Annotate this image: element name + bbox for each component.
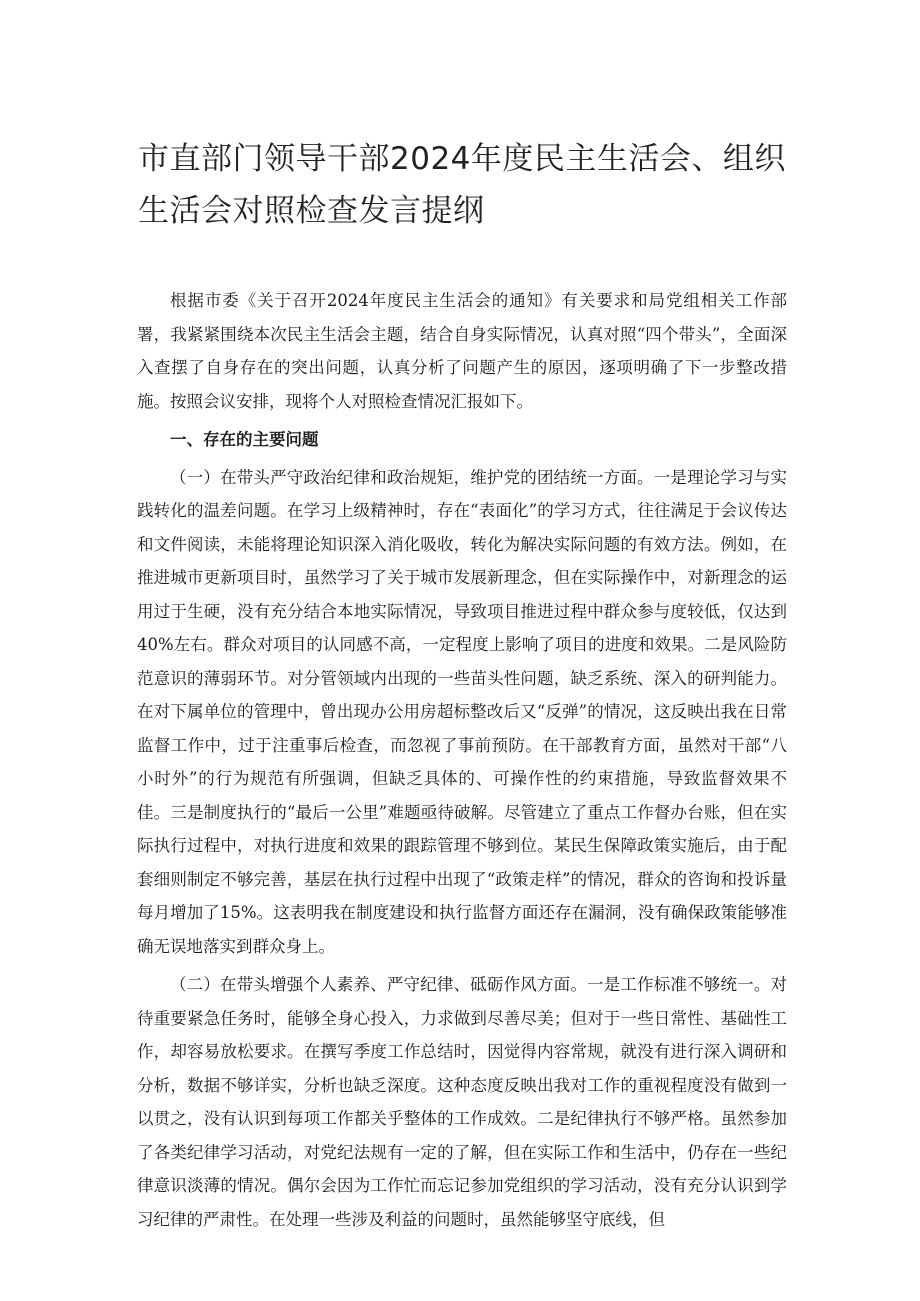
section-heading: 一、存在的主要问题 — [170, 430, 319, 449]
document-body — [137, 284, 787, 1241]
intro-paragraph: 根据市委《关于召开2024年度民主生活会的通知》有关要求和局党组相关工作部署，我紧紧围绕本次民主生活会主题，结合自身实际情况，认真对照“四个带头”，全面深入查摆了自身存在的突出问题，认真分析了问题产生的原因，逐项明确了下一步整改措施。按照会议安排，现将个人对照检查情况汇报如下。 — [137, 291, 787, 411]
document-title: 市直部门领导干部2024年度民主生活会、组织生活会对照检查发言提纲 — [138, 141, 786, 229]
body-paragraph-2: （二）在带头增强个人素养、严守纪律、砥砺作风方面。一是工作标准不够统一。对待重要紧急任务时，能够全身心投入，力求做到尽善尽美；但对于一些日常性、基础性工作，却容易放松要求。在撰写季度工作总结时，因觉得内容常规，就没有进行深入调研和分析，数据不够详实，分析也缺乏深度。这种态度反映出我对工作的重视程度没有做到一以贯之，没有认识到每项工作都关乎整体的工作成效。二是纪律执行不够严格。虽然参加了各类纪律学习活动，对党纪法规有一定的了解，但在实际工作和生活中，仍存在一些纪律意识淡薄的情况。偶尔会因为工作忙而忘记参加党组织的学习活动，没有充分认识到学习纪律的严肃性。在处理一些涉及利益的问题时，虽然能够坚守底线，但 — [137, 975, 787, 1229]
body-paragraph-1: （一）在带头严守政治纪律和政治规矩，维护党的团结统一方面。一是理论学习与实践转化的温差问题。在学习上级精神时，存在“表面化”的学习方式，往往满足于会议传达和文件阅读，未能将理论知识深入消化吸收，转化为解决实际问题的有效方法。例如，在推进城市更新项目时，虽然学习了关于城市发展新理念，但在实际操作中，对新理念的运用过于生硬，没有充分结合本地实际情况，导致项目推进过程中群众参与度较低，仅达到40%左右。群众对项目的认同感不高，一定程度上影响了项目的进度和效果。二是风险防范意识的薄弱环节。对分管领域内出现的一些苗头性问题，缺乏系统、深入的研判能力。在对下属单位的管理中，曾出现办公用房超标整改后又“反弹”的情况，这反映出我在日常监督工作中，过于注重事后检查，而忽视了事前预防。在干部教育方面，虽然对干部“八小时外”的行为规范有所强调，但缺乏具体的、可操作性的约束措施，导致监督效果不佳。三是制度执行的“最后一公里”难题亟待破解。尽管建立了重点工作督办台账，但在实际执行过程中，对执行进度和效果的跟踪管理不够到位。某民生保障政策实施后，由于配套细则制定不够完善，基层在执行过程中出现了“政策走样”的情况，群众的咨询和投诉量每月增加了15%。这表明我在制度建设和执行监督方面还存在漏洞，没有确保政策能够准确无误地落实到群众身上。 — [137, 467, 787, 956]
